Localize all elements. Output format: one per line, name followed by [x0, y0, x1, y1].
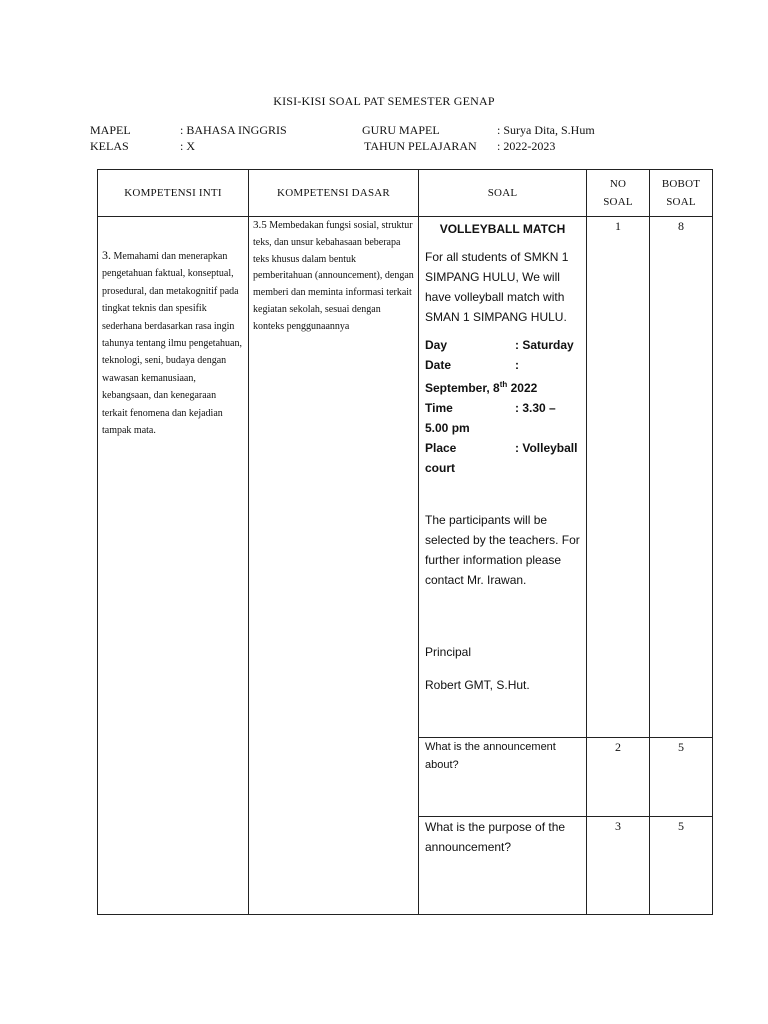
- kelas-label: KELAS: [90, 139, 129, 153]
- question-3-text: What is the purpose of the announcement?: [425, 820, 566, 854]
- mapel-label: MAPEL: [90, 123, 131, 137]
- bobot-soal-2: 5: [650, 738, 713, 817]
- no-soal-1: 1: [587, 217, 650, 738]
- header-kompetensi-inti: KOMPETENSI INTI: [98, 170, 249, 217]
- mapel-value: : BAHASA INGGRIS: [180, 123, 287, 137]
- announcement-details: [425, 335, 580, 478]
- time-label: Time: [425, 401, 453, 415]
- date-year: 2022: [507, 381, 538, 395]
- kompetensi-dasar-cell: [249, 217, 419, 915]
- header-bobot-soal: [650, 170, 713, 217]
- soal-2-cell: [419, 738, 587, 817]
- announcement-heading: VOLLEYBALL MATCH: [439, 222, 566, 236]
- bobot-soal-1: 8: [650, 217, 713, 738]
- tahun-label: TAHUN PELAJARAN: [364, 139, 477, 153]
- kompetensi-inti-cell: [98, 217, 249, 915]
- bobot-soal-3: 5: [650, 817, 713, 915]
- kd-number: 3.5: [253, 219, 267, 231]
- soal-3-cell: [419, 817, 587, 915]
- date-suffix: th: [499, 380, 508, 389]
- place-label: Place: [425, 441, 457, 455]
- header-no-soal-line2: SOAL: [603, 196, 633, 208]
- header-kompetensi-dasar: KOMPETENSI DASAR: [249, 170, 419, 217]
- guru-value: : Surya Dita, S.Hum: [497, 123, 595, 137]
- announcement-intro: For all students of SMKN 1 SIMPANG HULU, We will have volleyball match with SMAN 1 SIMPANG HULU.: [425, 250, 569, 324]
- soal-1-cell: [419, 217, 587, 738]
- kompetensi-inti-text: [98, 217, 248, 439]
- time-value: : 3.30 –: [515, 401, 556, 415]
- date-label: Date: [425, 358, 452, 372]
- day-value: : Saturday: [515, 338, 574, 352]
- guru-label: GURU MAPEL: [362, 123, 440, 137]
- no-soal-2: 2: [587, 738, 650, 817]
- header-soal: SOAL: [419, 170, 587, 217]
- header-no-soal-line1: NO: [609, 178, 627, 190]
- kelas-value: : X: [180, 139, 195, 153]
- date-value: September, 8: [425, 381, 500, 395]
- ki-number: 3.: [102, 248, 111, 262]
- announcement-signoff: Principal: [425, 645, 472, 659]
- table-header-row: [98, 170, 713, 217]
- document-title: KISI-KISI SOAL PAT SEMESTER GENAP: [273, 94, 495, 108]
- header-bobot-line2: SOAL: [666, 196, 696, 208]
- header-no-soal: [587, 170, 650, 217]
- announcement-closing: The participants will be selected by the teachers. For further information please contact Mr. Irawan.: [425, 513, 580, 587]
- day-label: Day: [425, 338, 448, 352]
- date-colon: :: [515, 358, 519, 372]
- place-value-end: court: [425, 461, 455, 475]
- time-value-end: 5.00 pm: [425, 421, 470, 435]
- kisi-kisi-table: [97, 169, 713, 915]
- header-bobot-line1: BOBOT: [661, 178, 701, 190]
- ki-body: Memahami dan menerapkan pengetahuan faktual, konseptual, prosedural, dan metakognitif pada tingkat teknis dan spesifik sederhana berdasarkan rasa ingin tahunya tentang ilmu pengetahuan, teknologi, seni, budaya dengan wawasan kemanusiaan, kebangsaan, dan kenegaraan terkait fenomena dan kejadian tampak mata.: [102, 251, 242, 437]
- question-2-text: What is the announcement about?: [425, 741, 556, 771]
- no-soal-3: 3: [587, 817, 650, 915]
- tahun-value: : 2022-2023: [497, 139, 556, 153]
- place-value: : Volleyball: [515, 441, 578, 455]
- kd-body: Membedakan fungsi sosial, struktur teks, dan unsur kebahasaan beberapa teks khusus dalam bentuk pemberitahuan (announcement), dengan memberi dan meminta informasi terkait kegiatan sekolah, sesuai dengan konteks penggunaannya: [253, 220, 414, 332]
- announcement-signer: Robert GMT, S.Hut.: [425, 678, 530, 692]
- table-row: [98, 217, 713, 738]
- kompetensi-dasar-text: [249, 217, 418, 336]
